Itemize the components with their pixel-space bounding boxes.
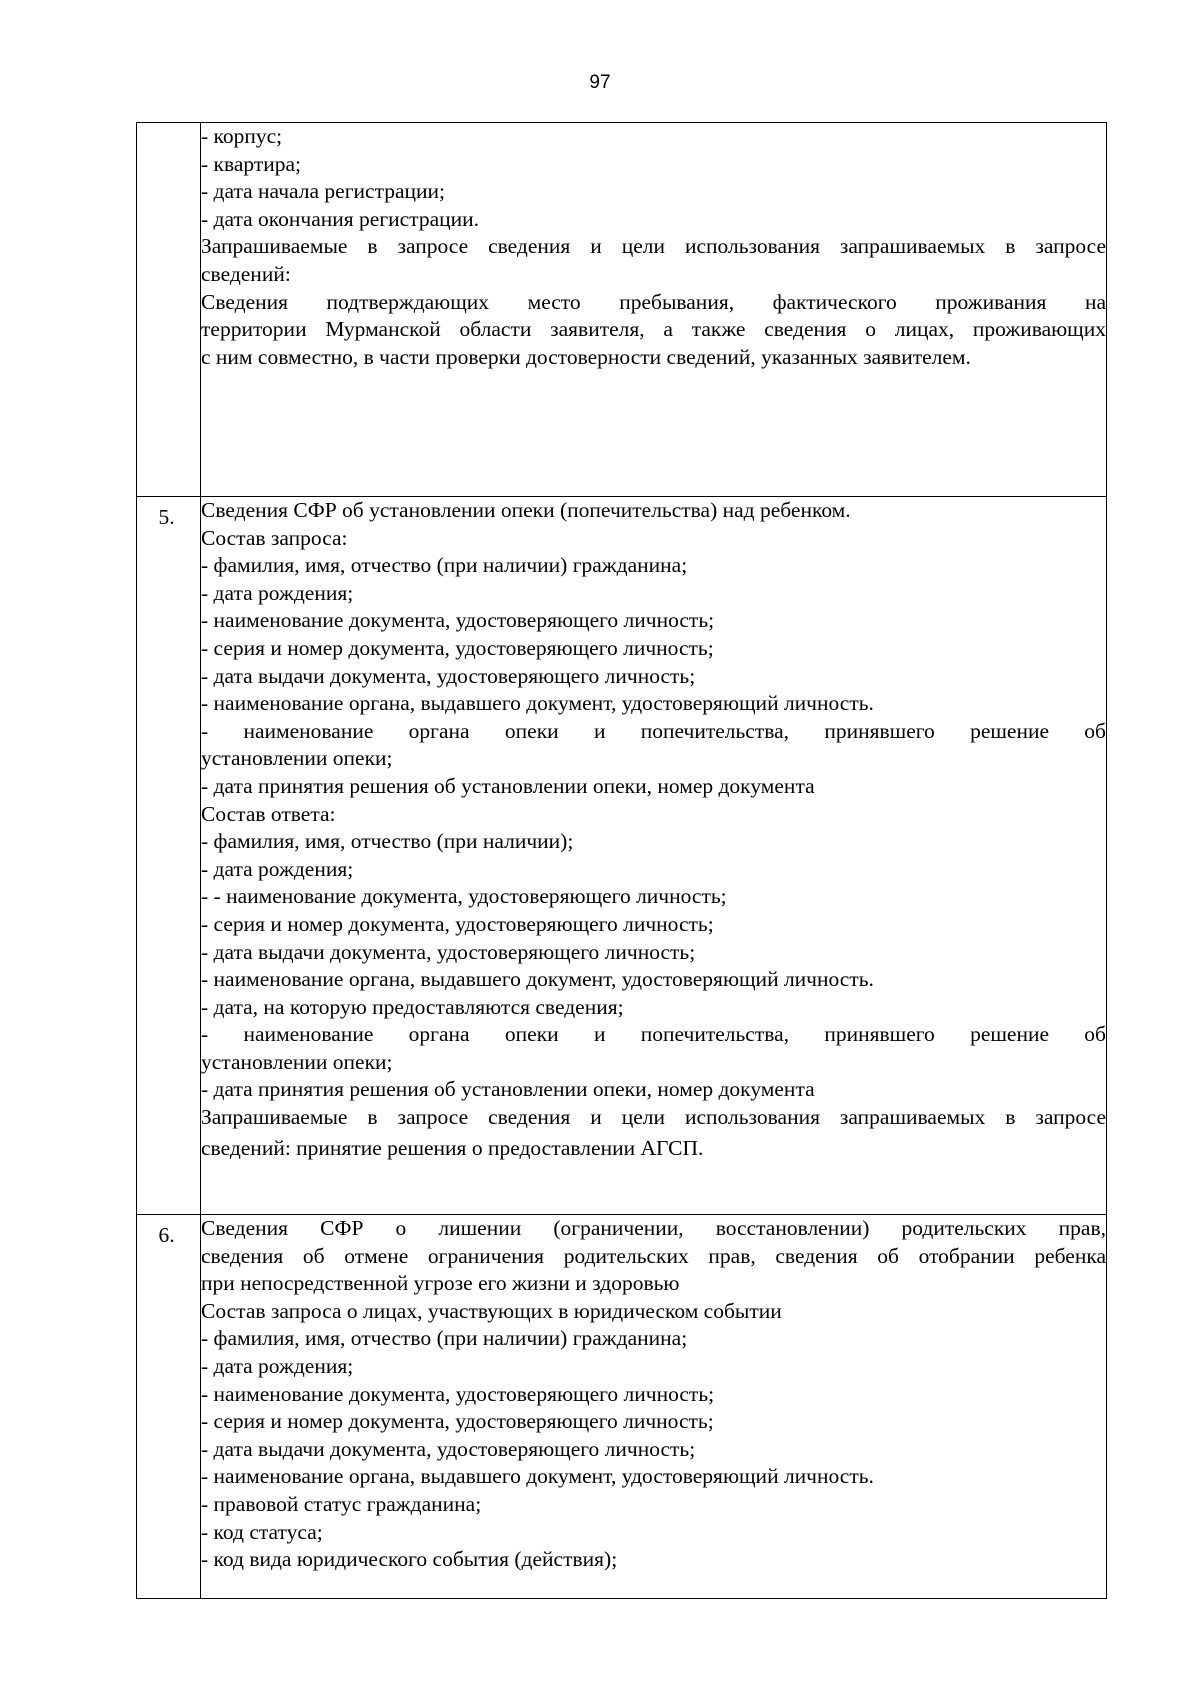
text-line: - дата рождения;	[201, 856, 354, 881]
text-line: - - наименование документа, удостоверяющего личность;	[201, 884, 727, 909]
row-text-cell	[201, 1215, 1107, 1599]
text-line: Сведения СФР о лишении (ограничении, восстановлении) родительских прав,	[201, 1216, 1106, 1240]
row-number-cell	[137, 123, 201, 497]
requests-table	[136, 122, 1107, 1599]
text-line: - дата начала регистрации;	[201, 179, 446, 204]
row-text-cell	[201, 123, 1107, 497]
row-number: 5.	[158, 505, 175, 529]
text-line: - квартира;	[201, 151, 302, 176]
row-number-cell	[137, 1215, 201, 1599]
text-line: сведений: принятие решения о предоставлении АГСП.	[201, 1135, 704, 1160]
text-line: - серия и номер документа, удостоверяющего личность;	[201, 911, 714, 936]
text-line: - наименование органа, выдавшего документ, удостоверяющий личность.	[201, 1464, 874, 1489]
text-line: - код статуса;	[201, 1519, 323, 1544]
text-line: сведений:	[201, 261, 291, 286]
text-line: Запрашиваемые в запросе сведения и цели использования запрашиваемых в запросе	[201, 1105, 1106, 1130]
page-number: 97	[589, 72, 611, 93]
table-row	[137, 123, 1107, 497]
text-line: - корпус;	[201, 124, 283, 148]
text-line: Состав запроса:	[201, 525, 348, 550]
text-line: Сведения подтверждающих место пребывания, фактического проживания на	[201, 289, 1106, 314]
text-line: - код вида юридического события (действия);	[201, 1547, 618, 1572]
text-line: - дата принятия решения об установлении опеки, номер документа	[201, 1077, 815, 1102]
text-line: - наименование органа опеки и попечительства, принявшего решение об	[201, 1022, 1106, 1047]
text-line: Запрашиваемые в запросе сведения и цели использования запрашиваемых в запросе	[201, 234, 1106, 259]
text-line: Сведения СФР об установлении опеки (попечительства) над ребенком.	[201, 498, 851, 522]
text-line: - серия и номер документа, удостоверяющего личность;	[201, 635, 714, 660]
text-line: - фамилия, имя, отчество (при наличии);	[201, 829, 574, 854]
text-line: - наименование органа, выдавшего документ, удостоверяющий личность.	[201, 967, 874, 992]
text-line: - дата выдачи документа, удостоверяющего личность;	[201, 663, 696, 688]
text-line: с ним совместно, в части проверки достоверности сведений, указанных заявителем.	[201, 344, 971, 369]
text-line: Состав ответа:	[201, 801, 336, 826]
text-line: территории Мурманской области заявителя, а также сведения о лицах, проживающих	[201, 317, 1106, 342]
row-number	[137, 123, 200, 130]
row-text-cell	[201, 497, 1107, 1215]
table-row	[137, 1215, 1107, 1599]
text-line: Состав запроса о лицах, участвующих в юридическом событии	[201, 1298, 782, 1323]
text-line: - дата принятия решения об установлении опеки, номер документа	[201, 773, 815, 798]
row-number: 6.	[158, 1223, 175, 1247]
text-line: - наименование органа, выдавшего документ, удостоверяющий личность.	[201, 691, 874, 716]
text-line: - фамилия, имя, отчество (при наличии) гражданина;	[201, 1326, 688, 1351]
text-line: - правовой статус гражданина;	[201, 1491, 482, 1516]
text-line: - дата выдачи документа, удостоверяющего личность;	[201, 939, 696, 964]
text-line: установлении опеки;	[201, 1049, 393, 1074]
text-line: - дата, на которую предоставляются сведения;	[201, 994, 624, 1019]
text-line: при непосредственной угрозе его жизни и здоровью	[201, 1271, 680, 1296]
text-line: - дата выдачи документа, удостоверяющего личность;	[201, 1436, 696, 1461]
text-line: - фамилия, имя, отчество (при наличии) гражданина;	[201, 553, 688, 578]
text-line: установлении опеки;	[201, 746, 393, 771]
text-line: - серия и номер документа, удостоверяющего личность;	[201, 1409, 714, 1434]
table-row	[137, 497, 1107, 1215]
text-line: - наименование органа опеки и попечительства, принявшего решение об	[201, 718, 1106, 743]
text-line: сведения об отмене ограничения родительских прав, сведения об отобрании ребенка	[201, 1243, 1106, 1268]
text-line: - дата рождения;	[201, 1353, 354, 1378]
text-line: - дата окончания регистрации.	[201, 206, 480, 231]
text-line: - дата рождения;	[201, 580, 354, 605]
text-line: - наименование документа, удостоверяющего личность;	[201, 1381, 715, 1406]
row-number-cell	[137, 497, 201, 1215]
text-line: - наименование документа, удостоверяющего личность;	[201, 608, 715, 633]
